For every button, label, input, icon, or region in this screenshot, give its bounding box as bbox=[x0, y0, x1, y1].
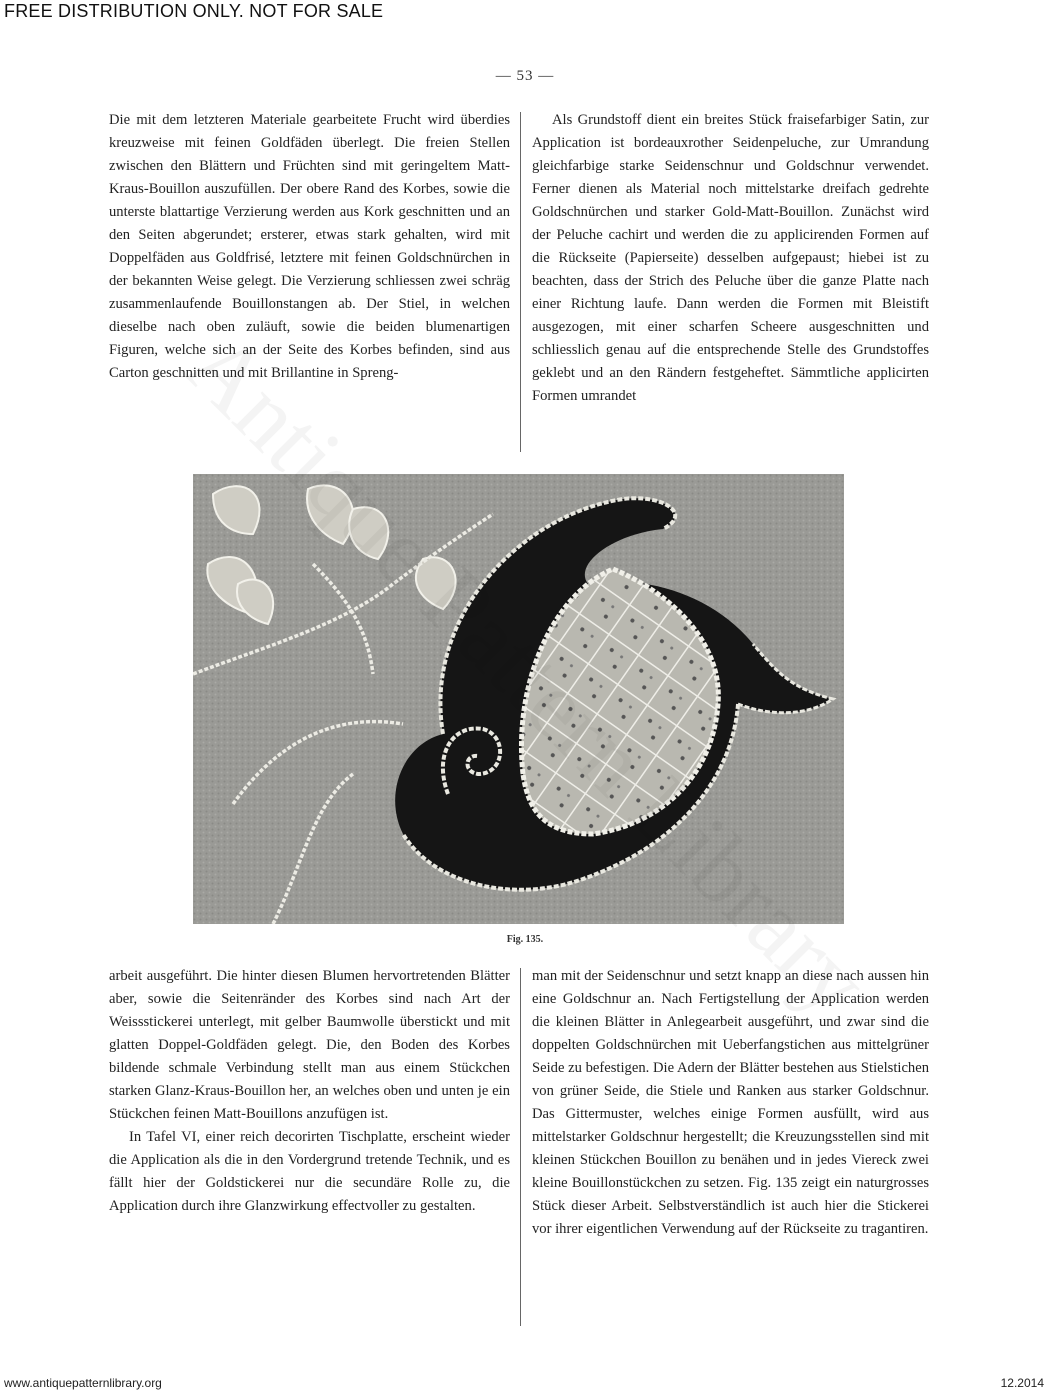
embroidery-figure bbox=[193, 474, 844, 924]
text-column-bottom-right bbox=[532, 965, 929, 1241]
footer-url: www.antiquepatternlibrary.org bbox=[4, 1376, 162, 1390]
figure-caption: Fig. 135. bbox=[506, 934, 544, 945]
paragraph: Als Grundstoff dient ein breites Stück fraisefarbiger Satin, zur Application ist bordeauxrother Seidenpeluche, zur Umrandung gleichfarbige starke Seidenschnur und Goldschnur verwendet. Ferner dienen als Material noch mittelstarke dreifach gedrehte Goldschnürchen und starker Gold-Matt-Bouillon. Zunächst wird der Peluche cachirt und werden die zu applicirenden Formen auf die Rückseite (Papierseite) desselben aufgepaust; hiebei ist zu beachten, dass der Strich des Peluche über die ganze Platte nach einer Richtung laufe. Dann werden die Formen mit Bleistift ausgezogen, mit einer scharfen Scheere ausgeschnitten und schliesslich genau auf die entsprechende Stelle des Grundstoffes geklebt und an den Rändern festgeheftet. Sämmtliche applicirten Formen umrandet bbox=[532, 112, 929, 404]
text-column-top-right bbox=[532, 109, 929, 408]
footer-date: 12.2014 bbox=[1000, 1376, 1044, 1390]
column-divider-bottom bbox=[520, 968, 521, 1326]
distribution-banner: FREE DISTRIBUTION ONLY. NOT FOR SALE bbox=[4, 1, 384, 21]
paragraph: Die mit dem letzteren Materiale gearbeitete Frucht wird überdies kreuzweise mit feinen Goldfäden überlegt. Die freien Stellen zwischen den Blättern und Früchten sind mit geringeltem Matt-Kraus-Bouillon auszufüllen. Der obere Rand des Korbes, sowie die unterste blattartige Verzierung werden aus Kork geschnitten und an den Seiten abgerundet; ersterer, etwas stark gehalten, wird mit Doppelfäden aus Goldfrisé, letztere mit feinen Goldschnürchen in der bekannten Weise gelegt. Die Verzierung schliessen zwei schräg zusammenlaufende Bouillonstangen ab. Der Stiel, in welchen dieselbe nach oben zuläuft, sowie die beiden blumenartigen Figuren, welche sich an der Seite des Korbes befinden, sind aus Carton geschnitten und mit Brillantine in Spreng- bbox=[109, 112, 510, 381]
page-number: — 53 — bbox=[495, 68, 555, 84]
text-column-bottom-left bbox=[109, 965, 510, 1218]
paragraph: In Tafel VI, einer reich decorirten Tischplatte, erscheint wieder die Application als die in den Vordergrund tretende Technik, und es fällt hier der Goldstickerei nur die secundäre Rolle zu, die Application durch ihre Glanzwirkung effectvoller zu gestalten. bbox=[109, 1129, 510, 1214]
text-column-top-left bbox=[109, 109, 510, 385]
paragraph: man mit der Seidenschnur und setzt knapp an diese nach aussen hin eine Goldschnur an. Nach Fertigstellung der Application werden die kleinen Blätter in Anlegearbeit ausgeführt, und zwar sind die doppelten Goldschnürchen mit Ueberfangstichen aus mittelgrüner Seide zu befestigen. Die Adern der Blätter bestehen aus Stielstichen von grüner Seide, die Stiele und Ranken aus starker Goldschnur. Das Gittermuster, welches einige Formen ausfüllt, wird aus mittelstarker Goldschnur hergestellt; die Kreuzungsstellen sind mit kleinen Stückchen Bouillon zu benähen und in jedes Viereck zwei kleine Bouillonstückchen zu setzen. Fig. 135 zeigt ein naturgrosses Stück dieser Arbeit. Selbstverständlich ist auch hier die Stickerei vor ihrer eigentlichen Verwendung auf der Rückseite zu tragantiren. bbox=[532, 968, 929, 1237]
paragraph: arbeit ausgeführt. Die hinter diesen Blumen hervortretenden Blätter aber, sowie die Seitenränder des Korbes sind nach Art der Weissstickerei unterlegt, mit gelber Baumwolle überstickt und mit glatten Doppel-Goldfäden gelegt. Die, den Boden des Korbes bildende schmale Verbindung stellt man aus einem Stückchen starken Glanz-Kraus-Bouillon her, an welches oben und unten je ein Stückchen feinen Matt-Bouillons anzufügen ist. bbox=[109, 968, 510, 1122]
embroidery-illustration bbox=[193, 474, 844, 924]
column-divider-top bbox=[520, 112, 521, 452]
